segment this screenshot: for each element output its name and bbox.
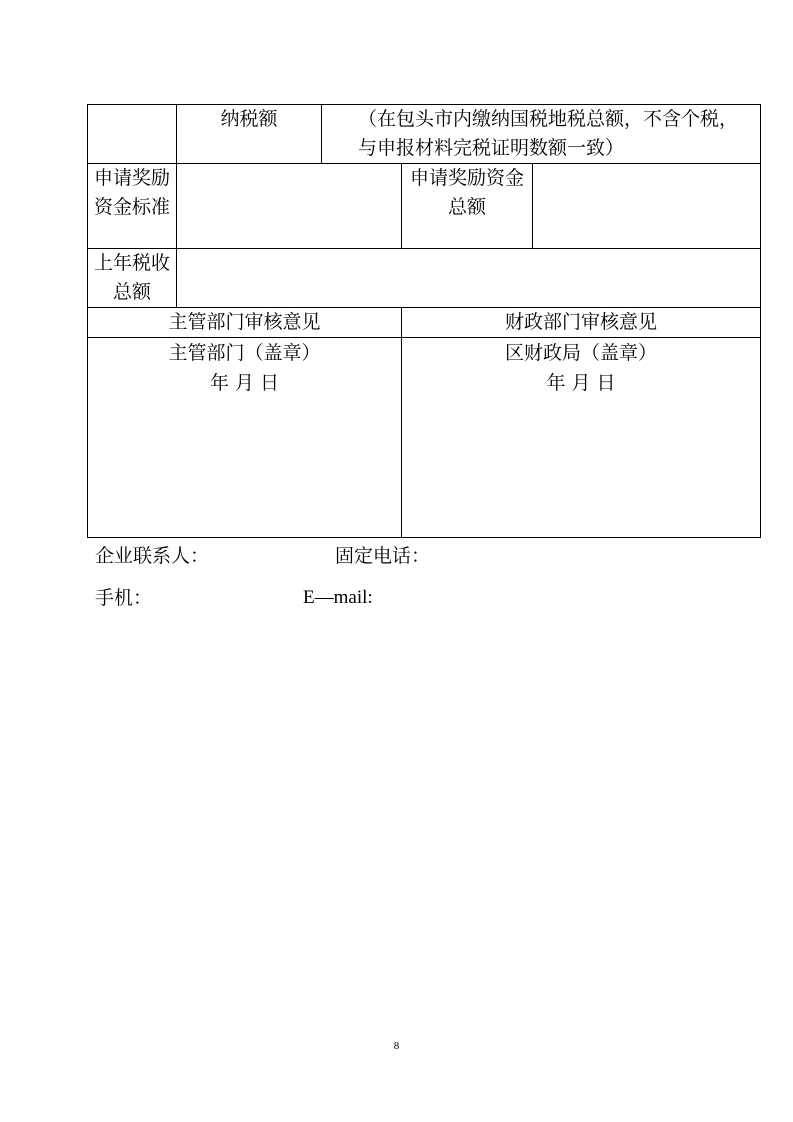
- fixed-phone-label: 固定电话：: [335, 545, 431, 567]
- finance-review-header: 财政部门审核意见: [402, 308, 761, 338]
- reward-standard-input-cell[interactable]: [177, 164, 402, 249]
- review-header-row: [88, 308, 761, 338]
- last-year-tax-row: [88, 249, 761, 308]
- reward-standard-row: [88, 164, 761, 249]
- supervisor-review-header: 主管部门审核意见: [88, 308, 402, 338]
- tax-amount-blank-cell[interactable]: [88, 105, 177, 164]
- finance-seal-text: 区财政局（盖章）: [504, 342, 657, 364]
- finance-review-cell[interactable]: [402, 338, 761, 538]
- finance-date-text: 年 月 日: [546, 372, 616, 394]
- page-number: 8: [393, 1040, 400, 1052]
- last-year-tax-input-cell[interactable]: [177, 249, 761, 308]
- supervisor-review-cell[interactable]: [88, 338, 402, 538]
- contact-person-label: 企业联系人：: [95, 545, 210, 567]
- reward-standard-label: 申请奖励资金标准: [88, 164, 177, 249]
- application-form-table: [87, 104, 761, 538]
- reward-total-input-cell[interactable]: [533, 164, 761, 249]
- tax-amount-label: 纳税额: [177, 105, 322, 164]
- review-sign-row: [88, 338, 761, 538]
- supervisor-seal-text: 主管部门（盖章）: [168, 342, 321, 364]
- tax-amount-note: （在包头市内缴纳国税地税总额，不含个税，与申报材料完税证明数额一致）: [322, 105, 761, 164]
- tax-amount-row: [88, 105, 761, 164]
- last-year-tax-label: 上年税收总额: [88, 249, 177, 308]
- email-label: E—mail:: [303, 587, 373, 608]
- mobile-label: 手机：: [95, 587, 153, 609]
- reward-total-label: 申请奖励资金总额: [402, 164, 533, 249]
- supervisor-date-text: 年 月 日: [209, 372, 280, 394]
